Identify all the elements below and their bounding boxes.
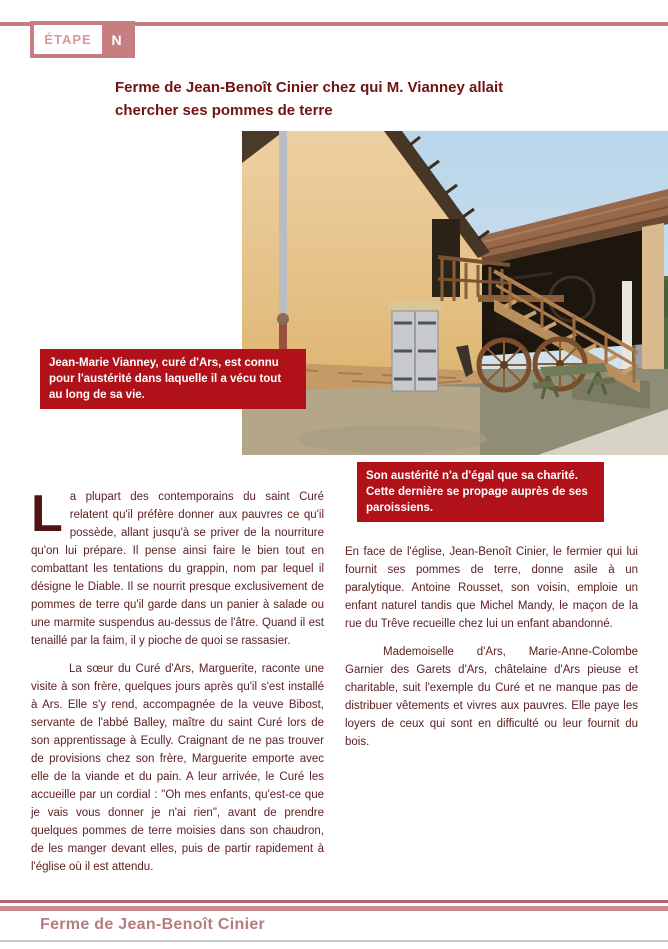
page-title: Ferme de Jean-Benoît Cinier chez qui M. Vianney allait chercher ses pommes de terre <box>115 79 504 119</box>
paragraph-3: En face de l'église, Jean-Benoît Cinier, le fermier qui lui fournit ses pommes de terre, donne asile à un paralytique. Antoine Rousset, son voisin, emploie un enfant naturel tandis que Michel Mandy, le maçon de la rue du Trêve recueille chez lui un enfant abandonné. <box>345 546 638 630</box>
photo-caption-left: Jean-Marie Vianney, curé d'Ars, est connu pour l'austérité dans laquelle il a vécu tout au long de sa vie. <box>40 349 306 409</box>
dropcap: L <box>31 485 63 543</box>
body-column-right <box>345 543 638 751</box>
paragraph-1 <box>31 485 324 650</box>
bottom-divider <box>0 940 668 942</box>
paragraph-1-text: a plupart des contemporains du saint Curé relatent qu'il préfère donner aux pauvres ce qu'il possède, allant jusqu'à se priver de la nourriture qu'on lui prépare. Il pense ainsi faire le bien tout en combattant les tentations du grappin, nom par lequel il désigne le Diable. Il se nourrit presque exclusivement de pommes de terre qu'il garde dans un panier à salade ou une marmite suspendus au-dessus de l'âtre. Quand il est tenaillé par la faim, il y pioche de quoi se rassasier. <box>31 491 324 647</box>
etape-label: ÉTAPE <box>44 32 92 47</box>
etape-badge <box>30 21 135 58</box>
etape-number: N <box>102 25 131 54</box>
photo-caption-right: Son austérité n'a d'égal que sa charité. Cette dernière se propage auprès de ses paroissiens. <box>357 462 604 522</box>
paragraph-4: Mademoiselle d'Ars, Marie-Anne-Colombe Garnier des Garets d'Ars, châtelaine d'Ars pieuse et charitable, suit l'exemple du Curé et ne manque pas de distribuer vêtements et vivres aux pauvres. Elle paye les loyers de ceux qui sont en difficulté ou leur fournit du bois. <box>345 646 638 748</box>
footer-title: Ferme de Jean-Benoît Cinier <box>40 916 266 933</box>
body-column-left <box>31 485 324 876</box>
paragraph-2: La sœur du Curé d'Ars, Marguerite, raconte une visite à son frère, quelques jours après qu'il s'est installé à Ars. Elle s'y rend, accompagnée de la veuve Bibost, servante de l'abbé Balley, maître du saint Curé lors de son apprentissage à Ecully. Craignant de ne pas trouver de provisions chez son frère, Marguerite emporte avec elle de la viande et du pain. A leur arrivée, le Curé les accueille par un cordial : "Oh mes enfants, qu'est-ce que je vais vous donner je n'ai rien", avant de prendre quelques pommes de terre moisies dans son chaudron, de les manger devant elles, puis de partir rapidement à l'église où il est attendu. <box>31 663 324 873</box>
footer-divider <box>0 900 668 911</box>
